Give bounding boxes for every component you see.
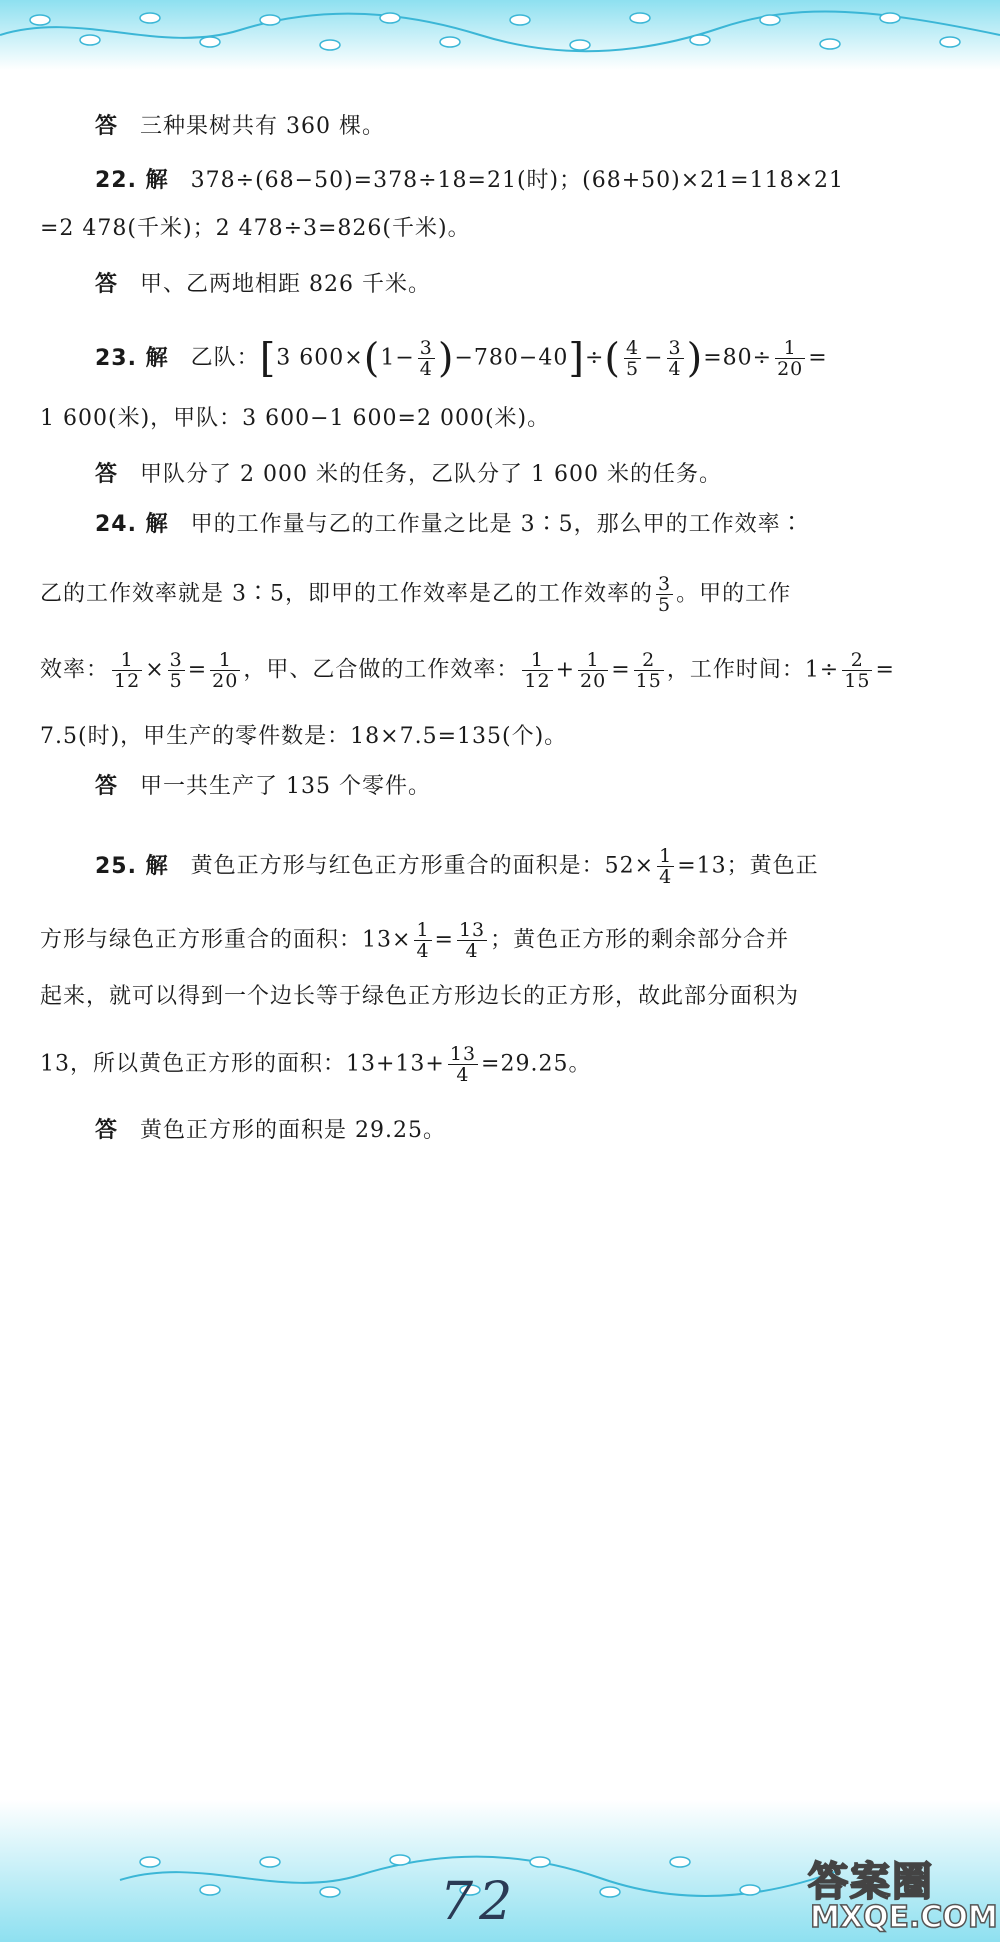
answer-23: 答 甲队分了 2 000 米的任务，乙队分了 1 600 米的任务。 <box>95 462 722 487</box>
fraction-1-12: $\frac{1}{12}$ <box>114 649 141 692</box>
question-25-number: 25. 解 <box>95 853 169 879</box>
fraction-13-4: $\frac{13}{4}$ <box>449 1043 477 1086</box>
fraction-1-4: $\frac{1}{4}$ <box>416 919 430 962</box>
fraction-2-15: $\frac{2}{15}$ <box>635 649 662 692</box>
fraction-3-4: $\frac{3}{4}$ <box>419 337 433 380</box>
fraction-3-5: $\frac{3}{5}$ <box>169 649 183 692</box>
fraction-1-4: $\frac{1}{4}$ <box>659 845 673 888</box>
question-22-number: 22. 解 <box>95 168 169 193</box>
fraction-1-12: $\frac{1}{12}$ <box>524 649 551 692</box>
answer-22: 答 甲、乙两地相距 826 千米。 <box>95 272 431 297</box>
fraction-3-5: $\frac{3}{5}$ <box>658 573 672 616</box>
page-number: 72 <box>440 1872 519 1932</box>
question-23-line-2: 1 600(米)，甲队：3 600−1 600=2 000(米)。 <box>40 406 551 431</box>
question-24-line-1: 24. 解 甲的工作量与乙的工作量之比是 3∶5，那么甲的工作效率∶ <box>95 512 804 537</box>
fraction-1-20: $\frac{1}{20}$ <box>580 649 607 692</box>
answer-24: 答 甲一共生产了 135 个零件。 <box>95 774 431 799</box>
fraction-1-20: $\frac{1}{20}$ <box>777 337 804 380</box>
question-23-line-1: 23. 解 乙队：[3 600×(1− $\frac{3}{4}$ )−780−40]÷( $\frac{4}{5}$ − $\frac{3}{4}$ )=80÷ $\frac{1}{20}$ = <box>95 335 828 382</box>
watermark <box>808 1850 998 1940</box>
question-24-number: 24. 解 <box>95 512 169 537</box>
question-22-line-1: 22. 解 378÷(68−50)=378÷18=21(时)；(68+50)×21=118×21 <box>95 168 844 193</box>
top-floral-border <box>0 0 1000 70</box>
watermark-url: MXQE.COM <box>810 1900 998 1935</box>
question-25-line-1: 25. 解 黄色正方形与红色正方形重合的面积是：52× $\frac{1}{4}$ =13；黄色正 <box>95 845 819 888</box>
question-24-line-2: 乙的工作效率就是 3∶5，即甲的工作效率是乙的工作效率的 $\frac{3}{5}$ 。甲的工作 <box>40 573 792 616</box>
question-24-line-3: 效率： $\frac{1}{12}$ × $\frac{3}{5}$ = $\frac{1}{20}$ ，甲、乙合做的工作效率： $\frac{1}{12}$ + $\frac{1}{20}$ = $\frac{2}{15}$ ，工作时间：1÷ $\frac{2}{15}$ = <box>40 649 895 692</box>
question-25-line-4: 13，所以黄色正方形的面积：13+13+ $\frac{13}{4}$ =29.25。 <box>40 1043 592 1086</box>
fraction-13-4: $\frac{13}{4}$ <box>458 919 486 962</box>
answer-21: 答 三种果树共有 360 棵。 <box>95 114 385 139</box>
question-24-line-4: 7.5(时)，甲生产的零件数是：18×7.5=135(个)。 <box>40 724 568 749</box>
watermark-text: 答案圈 <box>808 1859 934 1905</box>
fraction-4-5: $\frac{4}{5}$ <box>625 337 640 380</box>
fraction-2-15: $\frac{2}{15}$ <box>844 649 871 692</box>
question-23-number: 23. 解 <box>95 345 169 371</box>
question-25-line-3: 起来，就可以得到一个边长等于绿色正方形边长的正方形，故此部分面积为 <box>40 984 800 1009</box>
fraction-3-4: $\frac{3}{4}$ <box>668 337 682 380</box>
fraction-1-20: $\frac{1}{20}$ <box>212 649 239 692</box>
question-22-line-2: =2 478(千米)；2 478÷3=826(千米)。 <box>40 216 471 241</box>
answer-25: 答 黄色正方形的面积是 29.25。 <box>95 1118 446 1143</box>
question-25-line-2: 方形与绿色正方形重合的面积：13× $\frac{1}{4}$ = $\frac{13}{4}$ ；黄色正方形的剩余部分合并 <box>40 919 790 962</box>
